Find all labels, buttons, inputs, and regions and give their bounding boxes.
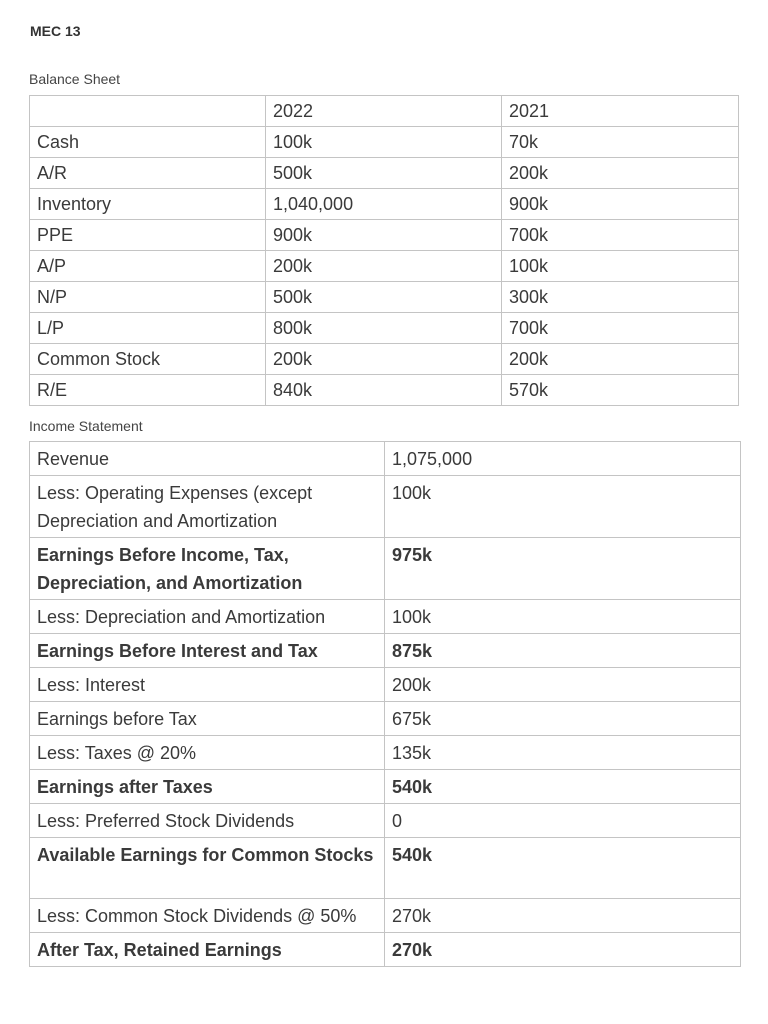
table-row <box>30 702 741 736</box>
amount-cell: 100k <box>502 251 739 282</box>
table-row <box>30 600 741 634</box>
account-name-cell: Common Stock <box>30 344 266 375</box>
balance-sheet-header-row <box>30 96 739 127</box>
document-title: MEC 13 <box>30 23 81 39</box>
line-item-value: 875k <box>385 634 741 668</box>
line-item-label: Earnings Before Income, Tax, Depreciation, and Amortization <box>30 538 385 600</box>
amount-cell: 200k <box>502 158 739 189</box>
table-row <box>30 189 739 220</box>
account-name-cell: A/R <box>30 158 266 189</box>
amount-cell: 700k <box>502 220 739 251</box>
line-item-label: Less: Depreciation and Amortization <box>30 600 385 634</box>
amount-cell: 200k <box>502 344 739 375</box>
line-item-label: Less: Taxes @ 20% <box>30 736 385 770</box>
line-item-value: 270k <box>385 899 741 933</box>
header-cell-year: 2022 <box>266 96 502 127</box>
line-item-label: Earnings Before Interest and Tax <box>30 634 385 668</box>
line-item-label: Revenue <box>30 442 385 476</box>
table-row <box>30 770 741 804</box>
line-item-value: 540k <box>385 838 741 899</box>
account-name-cell: PPE <box>30 220 266 251</box>
amount-cell: 200k <box>266 344 502 375</box>
amount-cell: 100k <box>266 127 502 158</box>
table-row <box>30 127 739 158</box>
amount-cell: 840k <box>266 375 502 406</box>
line-item-value: 675k <box>385 702 741 736</box>
line-item-label: Available Earnings for Common Stocks <box>30 838 385 899</box>
line-item-value: 540k <box>385 770 741 804</box>
table-row <box>30 668 741 702</box>
account-name-cell: N/P <box>30 282 266 313</box>
table-row <box>30 838 741 899</box>
table-row <box>30 313 739 344</box>
table-row <box>30 251 739 282</box>
table-row <box>30 344 739 375</box>
line-item-label: Less: Common Stock Dividends @ 50% <box>30 899 385 933</box>
balance-sheet-label: Balance Sheet <box>29 71 121 87</box>
table-row <box>30 538 741 600</box>
amount-cell: 500k <box>266 158 502 189</box>
account-name-cell: Inventory <box>30 189 266 220</box>
header-cell-empty <box>30 96 266 127</box>
table-row <box>30 736 741 770</box>
line-item-value: 1,075,000 <box>385 442 741 476</box>
line-item-value: 100k <box>385 600 741 634</box>
table-row <box>30 476 741 538</box>
line-item-value: 975k <box>385 538 741 600</box>
line-item-label: Earnings before Tax <box>30 702 385 736</box>
account-name-cell: A/P <box>30 251 266 282</box>
line-item-value: 200k <box>385 668 741 702</box>
table-row <box>30 442 741 476</box>
line-item-label: Earnings after Taxes <box>30 770 385 804</box>
table-row <box>30 282 739 313</box>
header-cell-year: 2021 <box>502 96 739 127</box>
table-row <box>30 220 739 251</box>
table-row <box>30 804 741 838</box>
income-statement-label: Income Statement <box>29 418 143 434</box>
amount-cell: 1,040,000 <box>266 189 502 220</box>
amount-cell: 200k <box>266 251 502 282</box>
amount-cell: 900k <box>266 220 502 251</box>
line-item-value: 0 <box>385 804 741 838</box>
income-statement-table <box>29 441 741 967</box>
line-item-label: Less: Operating Expenses (except Depreciation and Amortization <box>30 476 385 538</box>
line-item-value: 270k <box>385 933 741 967</box>
line-item-label: Less: Preferred Stock Dividends <box>30 804 385 838</box>
account-name-cell: L/P <box>30 313 266 344</box>
line-item-value: 135k <box>385 736 741 770</box>
amount-cell: 70k <box>502 127 739 158</box>
balance-sheet-table <box>29 95 739 406</box>
amount-cell: 570k <box>502 375 739 406</box>
table-row <box>30 158 739 189</box>
table-row <box>30 933 741 967</box>
line-item-value: 100k <box>385 476 741 538</box>
amount-cell: 700k <box>502 313 739 344</box>
amount-cell: 300k <box>502 282 739 313</box>
amount-cell: 800k <box>266 313 502 344</box>
line-item-label: After Tax, Retained Earnings <box>30 933 385 967</box>
table-row <box>30 375 739 406</box>
account-name-cell: Cash <box>30 127 266 158</box>
table-row <box>30 634 741 668</box>
line-item-label: Less: Interest <box>30 668 385 702</box>
account-name-cell: R/E <box>30 375 266 406</box>
table-row <box>30 899 741 933</box>
amount-cell: 500k <box>266 282 502 313</box>
amount-cell: 900k <box>502 189 739 220</box>
